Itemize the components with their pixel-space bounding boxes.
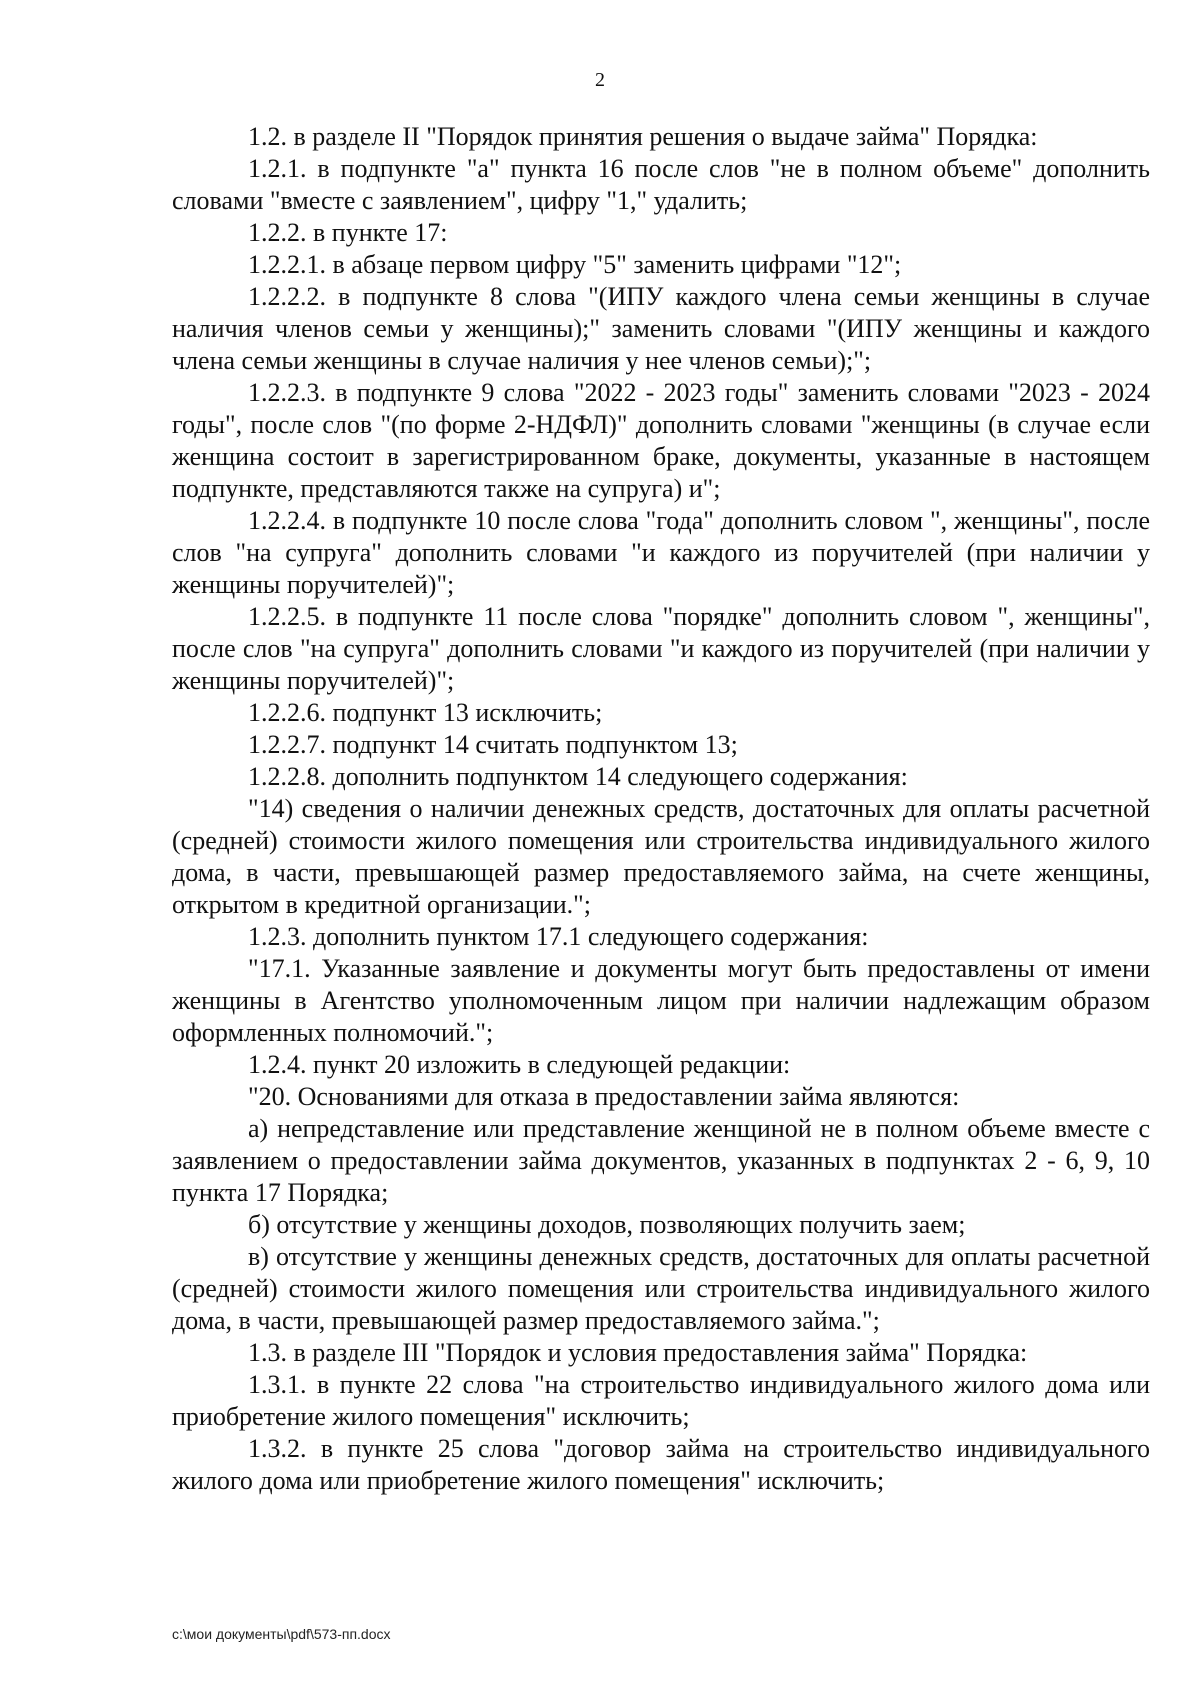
paragraph: а) непредставление или представление женщиной не в полном объеме вместе с заявлением о предоставлении займа документов, указанных в подпунктах 2 - 6, 9, 10 пункта 17 Порядка; (172, 1114, 1150, 1207)
paragraph: 1.2.2.1. в абзаце первом цифру "5" заменить цифрами "12"; (248, 250, 902, 279)
page-number: 2 (595, 69, 605, 91)
paragraph: 1.2.4. пункт 20 изложить в следующей редакции: (248, 1050, 791, 1079)
paragraph: "17.1. Указанные заявление и документы могут быть предоставлены от имени женщины в Агентство уполномоченным лицом при наличии надлежащим образом оформленных полномочий."; (172, 954, 1150, 1047)
paragraph: 1.2.2.4. в подпункте 10 после слова "года" дополнить словом ", женщины", после слов "на супруга" дополнить словами "и каждого из поручителей (при наличии у женщины поручителей)"; (172, 506, 1150, 599)
paragraph: 1.2.2.7. подпункт 14 считать подпунктом 13; (248, 730, 738, 759)
paragraph: б) отсутствие у женщины доходов, позволяющих получить заем; (248, 1210, 966, 1239)
paragraph: 1.3.2. в пункте 25 слова "договор займа на строительство индивидуального жилого дома или приобретение жилого помещения" исключить; (172, 1434, 1150, 1495)
paragraph: в) отсутствие у женщины денежных средств, достаточных для оплаты расчетной (средней) стоимости жилого помещения или строительства индивидуального жилого дома, в части, превышающей размер предоставляемого займа."; (172, 1242, 1150, 1335)
paragraph: "14) сведения о наличии денежных средств, достаточных для оплаты расчетной (средней) стоимости жилого помещения или строительства индивидуального жилого дома, в части, превышающей размер предоставляемого займа, на счете женщины, открытом в кредитной организации."; (172, 794, 1150, 919)
paragraph: "20. Основаниями для отказа в предоставлении займа являются: (248, 1082, 960, 1111)
document-body (172, 121, 1150, 1497)
paragraph: 1.3. в разделе III "Порядок и условия предоставления займа" Порядка: (248, 1338, 1028, 1367)
paragraph: 1.2. в разделе II "Порядок принятия решения о выдаче займа" Порядка: (248, 122, 1038, 151)
paragraph: 1.2.2.5. в подпункте 11 после слова "порядке" дополнить словом ", женщины", после слов "на супруга" дополнить словами "и каждого из поручителей (при наличии у женщины поручителей)"; (172, 602, 1150, 695)
paragraph: 1.2.2.8. дополнить подпунктом 14 следующего содержания: (248, 762, 908, 791)
paragraph: 1.2.1. в подпункте "а" пункта 16 после слов "не в полном объеме" дополнить словами "вместе с заявлением", цифру "1," удалить; (172, 154, 1150, 215)
paragraph: 1.2.2. в пункте 17: (248, 218, 448, 247)
paragraph: 1.2.2.6. подпункт 13 исключить; (248, 698, 603, 727)
footer-file-path: c:\мои документы\pdf\573-пп.docx (172, 1626, 391, 1642)
paragraph: 1.2.2.3. в подпункте 9 слова "2022 - 2023 годы" заменить словами "2023 - 2024 годы", после слов "(по форме 2-НДФЛ)" дополнить словами "женщины (в случае если женщина состоит в зарегистрированном браке, документы, указанные в настоящем подпункте, представляются также на супруга) и"; (172, 378, 1150, 503)
paragraph: 1.3.1. в пункте 22 слова "на строительство индивидуального жилого дома или приобретение жилого помещения" исключить; (172, 1370, 1150, 1431)
paragraph: 1.2.3. дополнить пунктом 17.1 следующего содержания: (248, 922, 869, 951)
paragraph: 1.2.2.2. в подпункте 8 слова "(ИПУ каждого члена семьи женщины в случае наличия членов семьи у женщины);" заменить словами "(ИПУ женщины и каждого члена семьи женщины в случае наличия у нее членов семьи);"; (172, 282, 1150, 375)
